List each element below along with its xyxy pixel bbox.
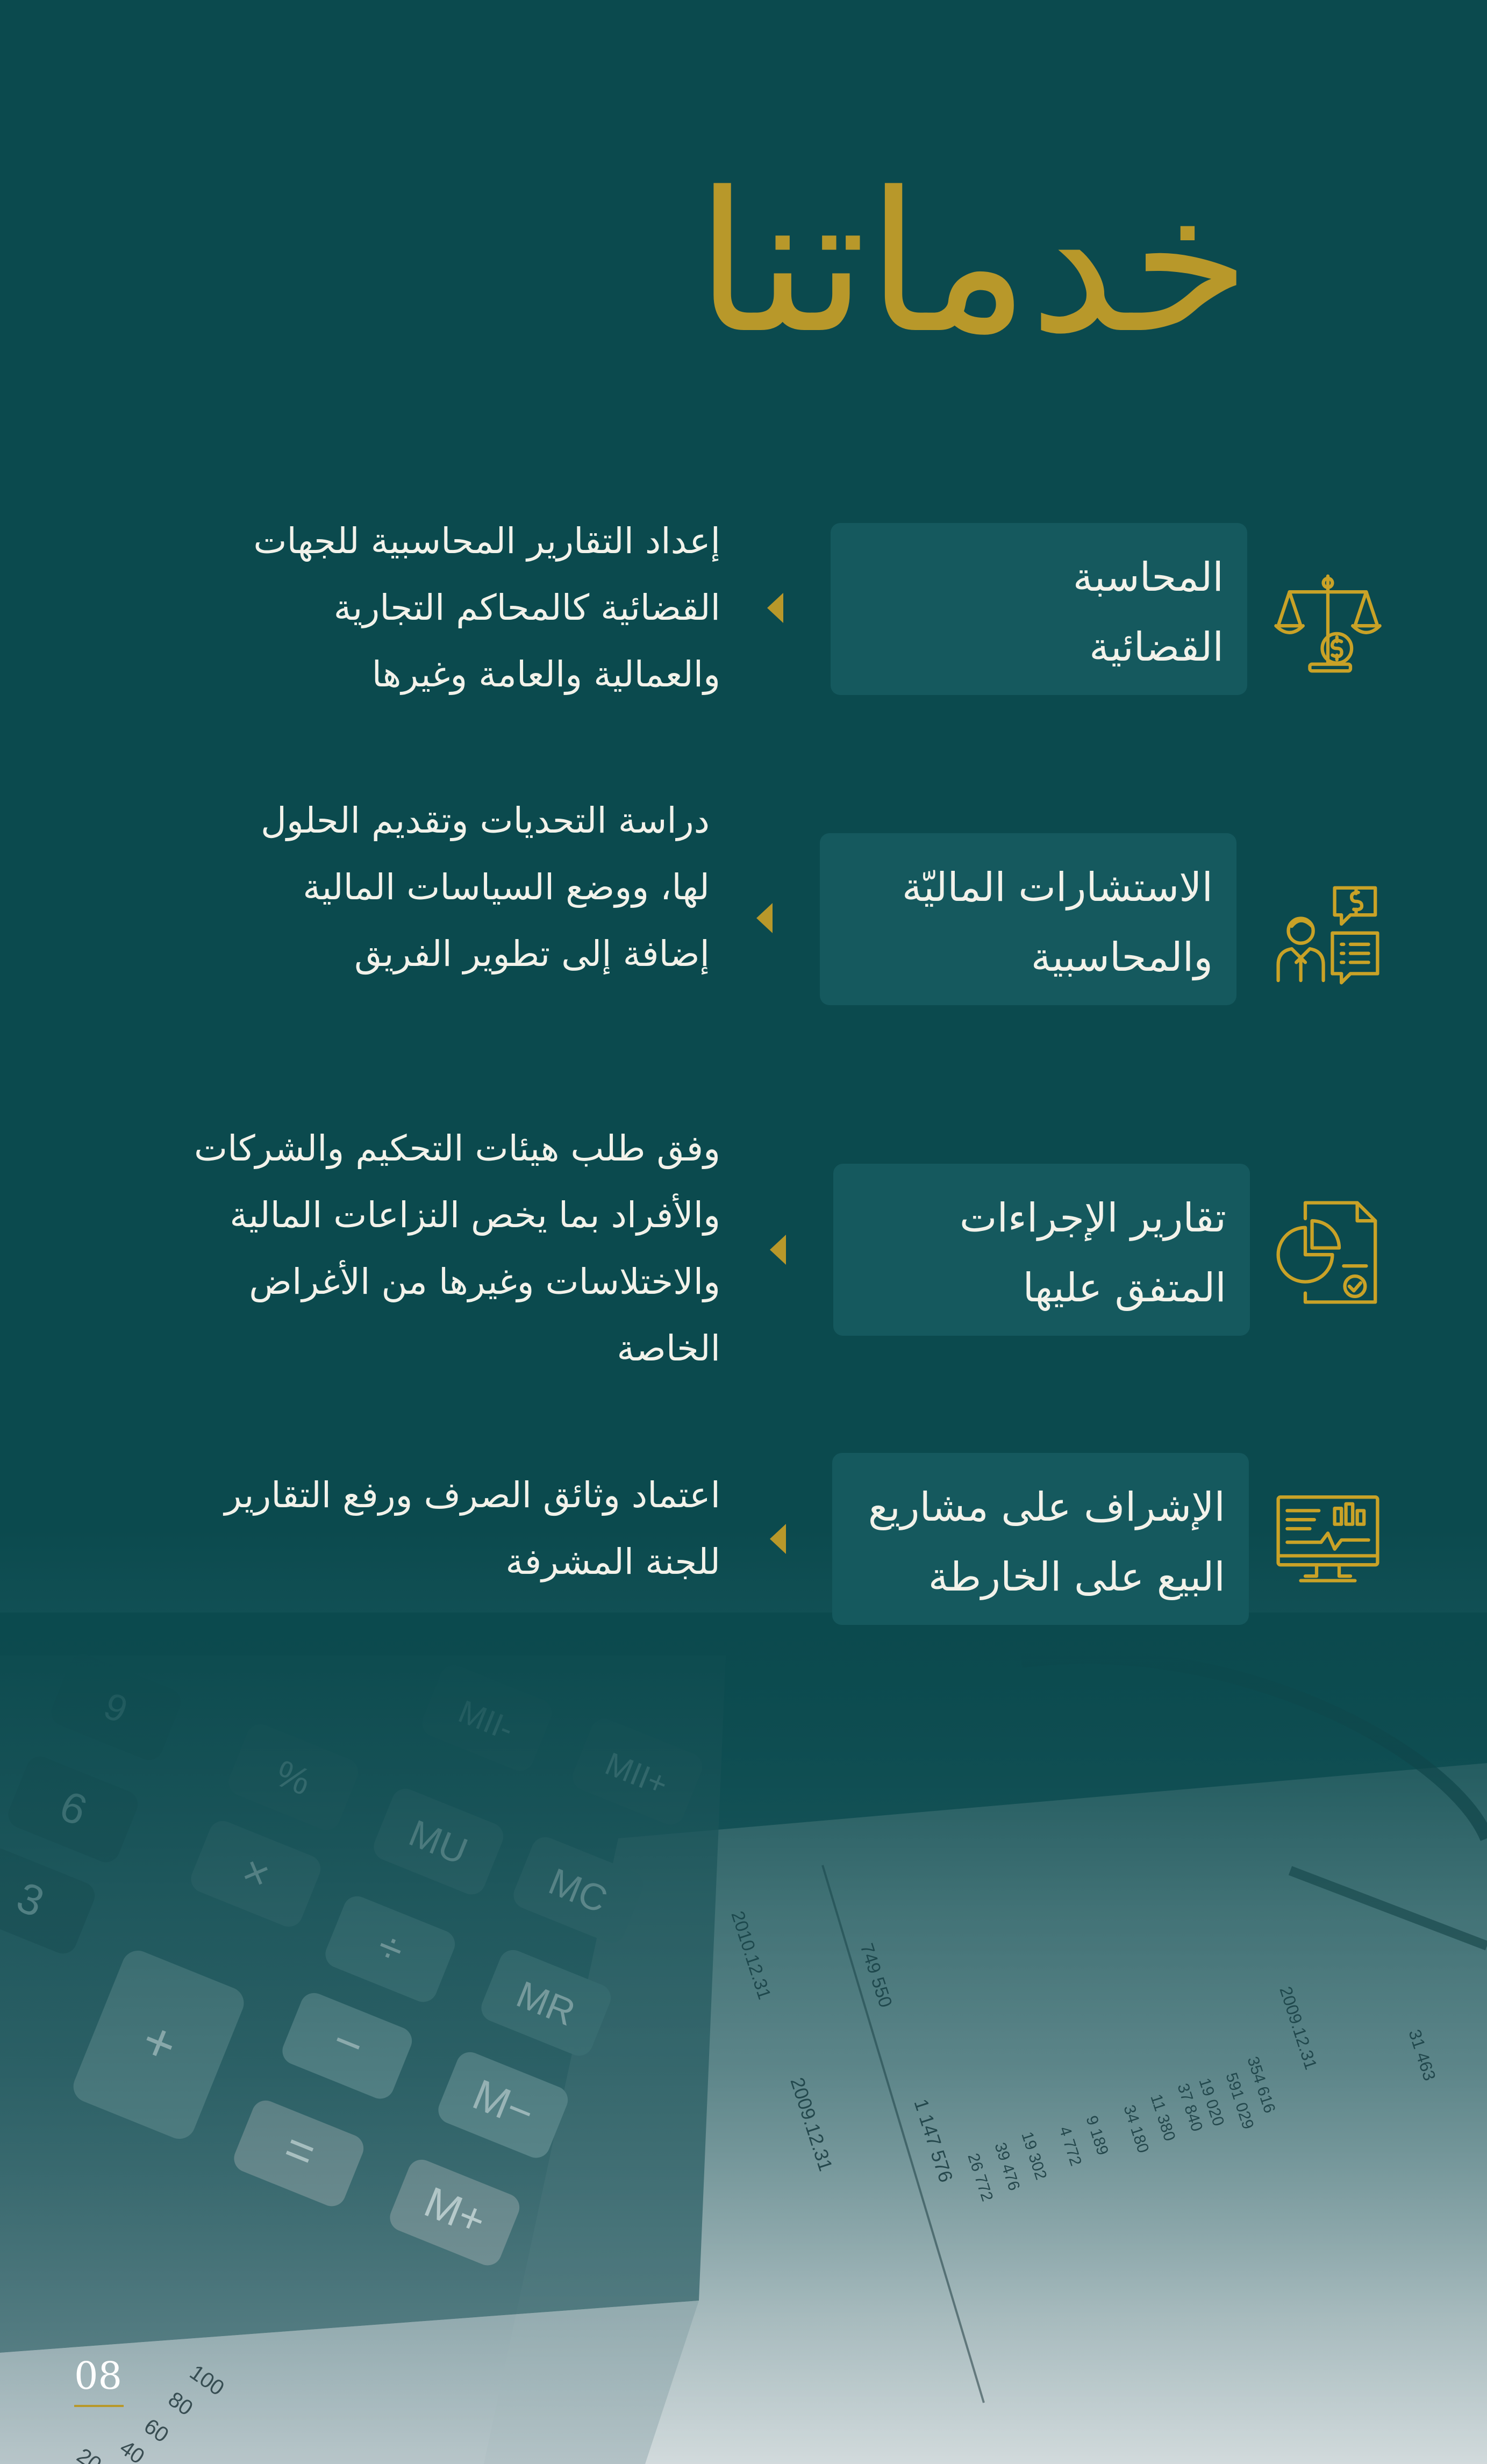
page-title: خدماتنا	[695, 151, 1250, 376]
service-description-judicial-accounting	[102, 508, 720, 708]
description-line: دراسة التحديات وتقديم الحلول	[261, 800, 710, 841]
pointer-arrow	[767, 593, 783, 623]
service-title-financial-consulting	[820, 833, 1236, 1005]
service-title-line: والمحاسبية	[1031, 934, 1213, 980]
background-photo	[0, 1613, 1487, 2464]
pointer-arrow	[770, 1524, 786, 1554]
service-title-off-plan-supervision	[832, 1453, 1249, 1625]
description-line: الخاصة	[617, 1328, 720, 1369]
description-line: والأفراد بما يخص النزاعات المالية	[230, 1194, 720, 1236]
page-number: 08	[74, 2354, 123, 2398]
service-description-agreed-upon-procedures	[102, 1115, 720, 1382]
service-title-judicial-accounting	[831, 523, 1247, 695]
service-title-line: الاستشارات الماليّة	[902, 864, 1213, 911]
service-description-financial-consulting	[102, 787, 710, 987]
description-line: للجنة المشرفة	[505, 1541, 720, 1582]
monitor-dashboard-icon	[1271, 1484, 1384, 1596]
description-line: لها، ووضع السياسات المالية	[303, 866, 710, 908]
service-title-line: القضائية	[1089, 624, 1224, 670]
description-line: والاختلاسات وغيرها من الأغراض	[249, 1261, 720, 1302]
description-line: إضافة إلى تطوير الفريق	[354, 933, 710, 975]
pointer-arrow	[770, 1235, 786, 1265]
consultant-chat-icon	[1271, 879, 1384, 992]
service-title-line: تقارير الإجراءات	[959, 1195, 1226, 1241]
service-title-agreed-upon-procedures	[833, 1164, 1250, 1336]
pointer-arrow	[756, 903, 773, 933]
description-line: اعتماد وثائق الصرف ورفع التقارير	[224, 1474, 720, 1516]
description-line: وفق طلب هيئات التحكيم والشركات	[194, 1128, 720, 1169]
description-line: والعمالية والعامة وغيرها	[371, 654, 720, 695]
service-title-line: المتفق عليها	[1023, 1265, 1226, 1311]
scales-money-icon	[1271, 567, 1384, 680]
service-description-off-plan-supervision	[102, 1462, 720, 1595]
description-line: القضائية كالمحاكم التجارية	[333, 587, 720, 628]
service-title-line: الإشراف على مشاريع	[868, 1484, 1225, 1530]
report-pie-chart-icon	[1271, 1196, 1384, 1309]
service-title-line: المحاسبة	[1073, 554, 1224, 600]
description-line: إعداد التقارير المحاسبية للجهات	[253, 520, 720, 562]
page-number-underline	[74, 2405, 124, 2407]
service-title-line: البيع على الخارطة	[928, 1554, 1225, 1600]
